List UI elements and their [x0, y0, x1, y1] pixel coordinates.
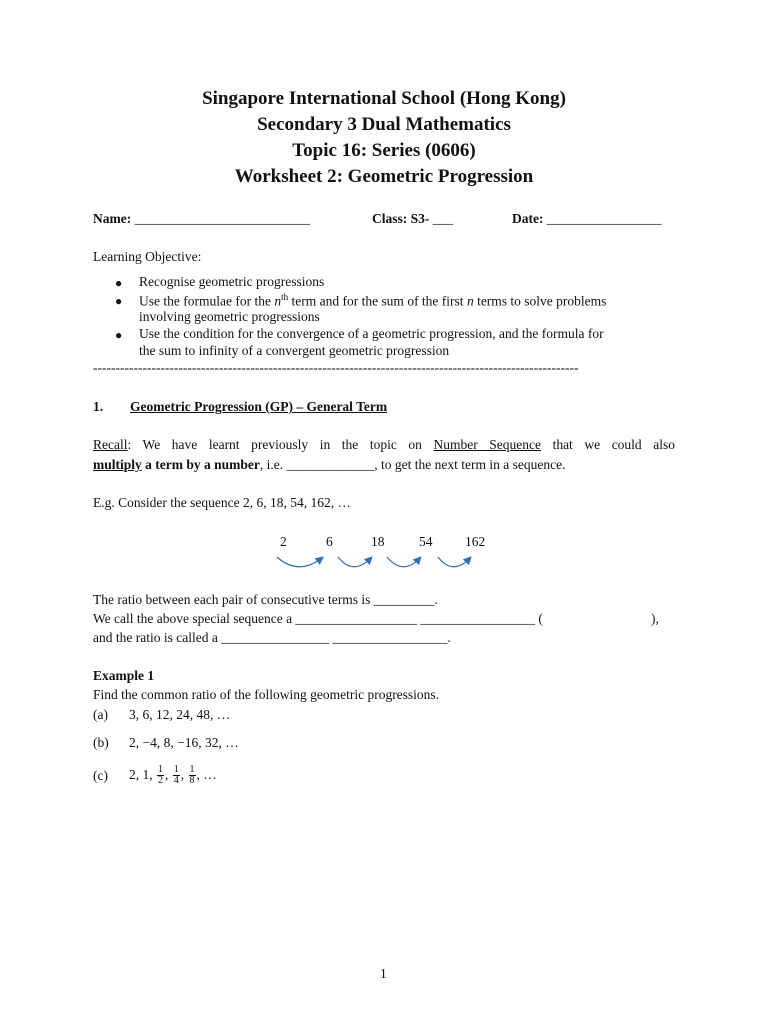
part-c-label: (c): [93, 768, 108, 783]
worksheet-title: Worksheet 2: Geometric Progression: [234, 166, 534, 187]
date-field[interactable]: _________________: [546, 211, 662, 226]
fraction-one-eighth: $\frac{1}{8}$: [189, 764, 195, 787]
objective-item-3-line2: the sum to infinity of a convergent geometric progression: [139, 343, 450, 358]
school-title: Singapore International School (Hong Kong): [202, 88, 566, 109]
recall-line-1: [93, 437, 675, 453]
fraction-one-half: $\frac{1}{2}$: [158, 764, 163, 787]
multiply-word: multiply: [93, 457, 142, 472]
sequence-term-4: 54: [419, 534, 433, 549]
ie-text: , i.e. _____________, to get the next term in a sequence.: [259, 457, 566, 472]
part-c-start: 2, 1,: [129, 767, 153, 782]
sequence-term-5: 162: [465, 534, 486, 549]
part-a-sequence: 3, 6, 12, 24, 48, …: [129, 707, 231, 722]
arrow-icon: [387, 557, 420, 567]
objectives-heading: Learning Objective:: [93, 249, 202, 264]
recall-text-2: that we could also: [541, 437, 675, 452]
class-field[interactable]: ___: [432, 211, 454, 226]
page-number: 1: [380, 966, 387, 981]
name-row: [93, 211, 310, 227]
call-line-end: ),: [651, 611, 659, 626]
objective-2-text-b: term and for the sum of the first: [288, 293, 467, 309]
part-b-sequence: 2, −4, 8, −16, 32, …: [129, 735, 239, 750]
number-sequence-ref: Number Sequence: [433, 437, 541, 452]
objective-item-3: Use the condition for the convergence of a geometric progression, and the formula for: [139, 326, 604, 341]
objective-2-n: n: [274, 293, 282, 309]
date-label: Date:: [512, 211, 544, 226]
objective-item-1: Recognise geometric progressions: [139, 274, 325, 289]
call-line: We call the above special sequence a __________________ _________________ (: [93, 611, 543, 626]
by-number-text: a term by a number: [141, 457, 260, 472]
objective-2-text-a: Use the formulae for the: [139, 293, 275, 309]
recall-line-2: [93, 457, 565, 473]
class-label: Class: S3-: [372, 211, 430, 226]
bullet-icon: ●: [115, 294, 123, 308]
objective-2-n2: n: [466, 293, 474, 309]
arrow-icon: [438, 557, 470, 567]
section-number: 1.: [93, 399, 104, 414]
recall-word: Recall: [93, 437, 128, 452]
sequence-term-1: 2: [280, 534, 287, 549]
objective-2-text-c: terms to solve problems: [473, 293, 607, 309]
sequence-term-3: 18: [371, 534, 385, 549]
bullet-icon: ●: [115, 276, 123, 290]
part-c-end: , …: [196, 767, 217, 782]
example-heading: Example 1: [93, 668, 155, 683]
arrow-icon: [277, 557, 322, 567]
ratio-arrows: [0, 550, 768, 580]
ratio-called-line: and the ratio is called a ________________ _________________.: [93, 630, 451, 645]
name-label: Name:: [93, 211, 132, 226]
arrow-icon: [338, 557, 371, 567]
course-title: Secondary 3 Dual Mathematics: [257, 114, 511, 135]
name-field[interactable]: __________________________: [134, 211, 311, 226]
bullet-icon: ●: [115, 328, 123, 342]
part-b-label: (b): [93, 735, 109, 750]
topic-title: Topic 16: Series (0606): [292, 140, 476, 161]
fraction-one-quarter: $\frac{1}{4}$: [173, 764, 179, 787]
ratio-line: The ratio between each pair of consecutive terms is _________.: [93, 592, 438, 607]
section-title: Geometric Progression (GP) – General Term: [130, 399, 388, 414]
part-c-sequence: 2, 1, $\frac{1}{2}$ , $\frac{1}{4}$ , $\frac{1}{8}$ , …: [129, 764, 217, 787]
recall-text-1: : We have learnt previously in the topic on: [127, 437, 434, 452]
section-divider: ------------------------------------------------------------------------------------------------------------: [93, 360, 579, 375]
class-row: [372, 211, 453, 227]
date-row: [512, 211, 662, 227]
objective-item-2: [139, 292, 606, 310]
example-sequence-text: E.g. Consider the sequence 2, 6, 18, 54, 162, …: [93, 495, 351, 510]
part-a-label: (a): [93, 707, 108, 722]
objective-2-sup: th: [281, 292, 289, 302]
example-prompt: Find the common ratio of the following geometric progressions.: [93, 687, 440, 702]
sequence-term-2: 6: [326, 534, 333, 549]
objective-item-2-line2: involving geometric progressions: [139, 309, 320, 324]
